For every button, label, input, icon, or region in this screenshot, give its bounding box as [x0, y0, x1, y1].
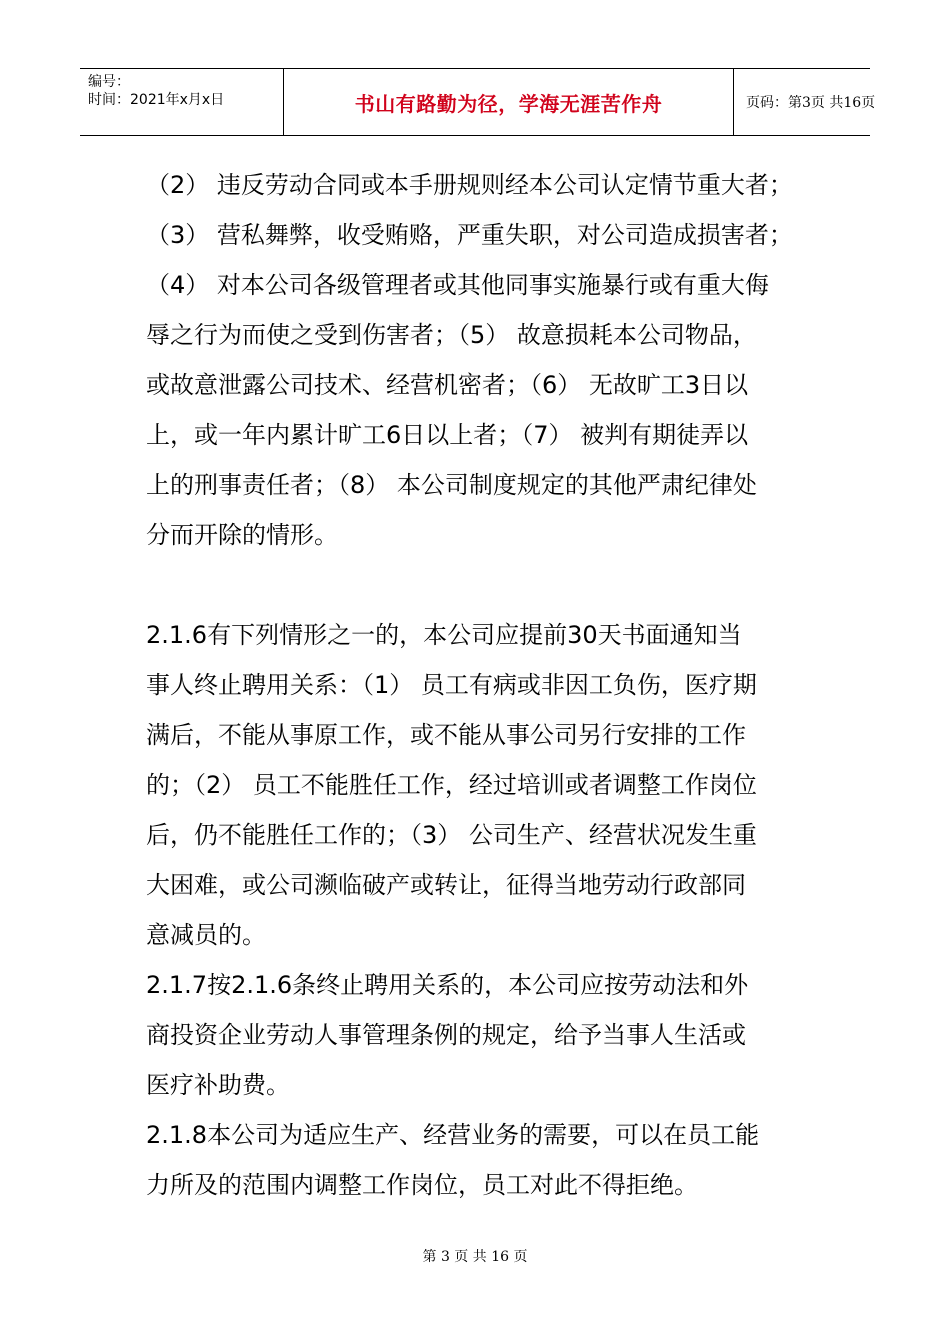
body-line: 2.1.8本公司为适应生产、经营业务的需要，可以在员工能 — [146, 1121, 760, 1149]
body-line: 分而开除的情形。 — [146, 521, 338, 549]
body-line: 力所及的范围内调整工作岗位，员工对此不得拒绝。 — [146, 1171, 698, 1199]
document-number: 编号： — [88, 74, 130, 90]
motto-text: 书山有路勤为径，学海无涯苦作舟 — [354, 91, 663, 116]
page-footer: 第 3 页 共 16 页 — [422, 1249, 528, 1265]
body-line: 辱之行为而使之受到伤害者；（5） 故意损耗本公司物品， — [146, 321, 757, 349]
page-header — [80, 68, 876, 136]
header-meta-cell — [80, 69, 283, 135]
header-motto-cell — [283, 69, 734, 135]
body-line: 满后，不能从事原工作，或不能从事公司另行安排的工作 — [146, 721, 746, 749]
body-line: 上，或一年内累计旷工6日以上者；（7） 被判有期徒弄以 — [146, 421, 749, 449]
body-line: 事人终止聘用关系：（1） 员工有病或非因工负伤，医疗期 — [146, 671, 757, 699]
body-line: 医疗补助费。 — [146, 1071, 290, 1099]
body-line: （2） 违反劳动合同或本手册规则经本公司认定情节重大者； — [146, 171, 793, 199]
header-page-cell — [734, 69, 876, 135]
body-line: 2.1.6有下列情形之一的，本公司应提前30天书面通知当 — [146, 621, 742, 649]
body-line: 意减员的。 — [146, 921, 266, 949]
body-line: 的；（2） 员工不能胜任工作，经过培训或者调整工作岗位 — [146, 771, 757, 799]
body-line: 2.1.7按2.1.6条终止聘用关系的，本公司应按劳动法和外 — [146, 971, 749, 999]
body-line: （4） 对本公司各级管理者或其他同事实施暴行或有重大侮 — [146, 271, 769, 299]
body-line: 后，仍不能胜任工作的；（3） 公司生产、经营状况发生重 — [146, 821, 757, 849]
body-line: （3） 营私舞弊，收受贿赂，严重失职，对公司造成损害者； — [146, 221, 793, 249]
body-line: 上的刑事责任者；（8） 本公司制度规定的其他严肃纪律处 — [146, 471, 757, 499]
body-line: 大困难，或公司濒临破产或转让，征得当地劳动行政部同 — [146, 871, 746, 899]
body-line: 或故意泄露公司技术、经营机密者；（6） 无故旷工3日以 — [146, 371, 749, 399]
document-body — [146, 160, 816, 1210]
document-date: 时间：2021年x月x日 — [88, 92, 225, 108]
paragraph-gap — [146, 560, 816, 610]
header-page-info: 页码：第3页 共16页 — [746, 95, 876, 111]
body-line: 商投资企业劳动人事管理条例的规定，给予当事人生活或 — [146, 1021, 746, 1049]
